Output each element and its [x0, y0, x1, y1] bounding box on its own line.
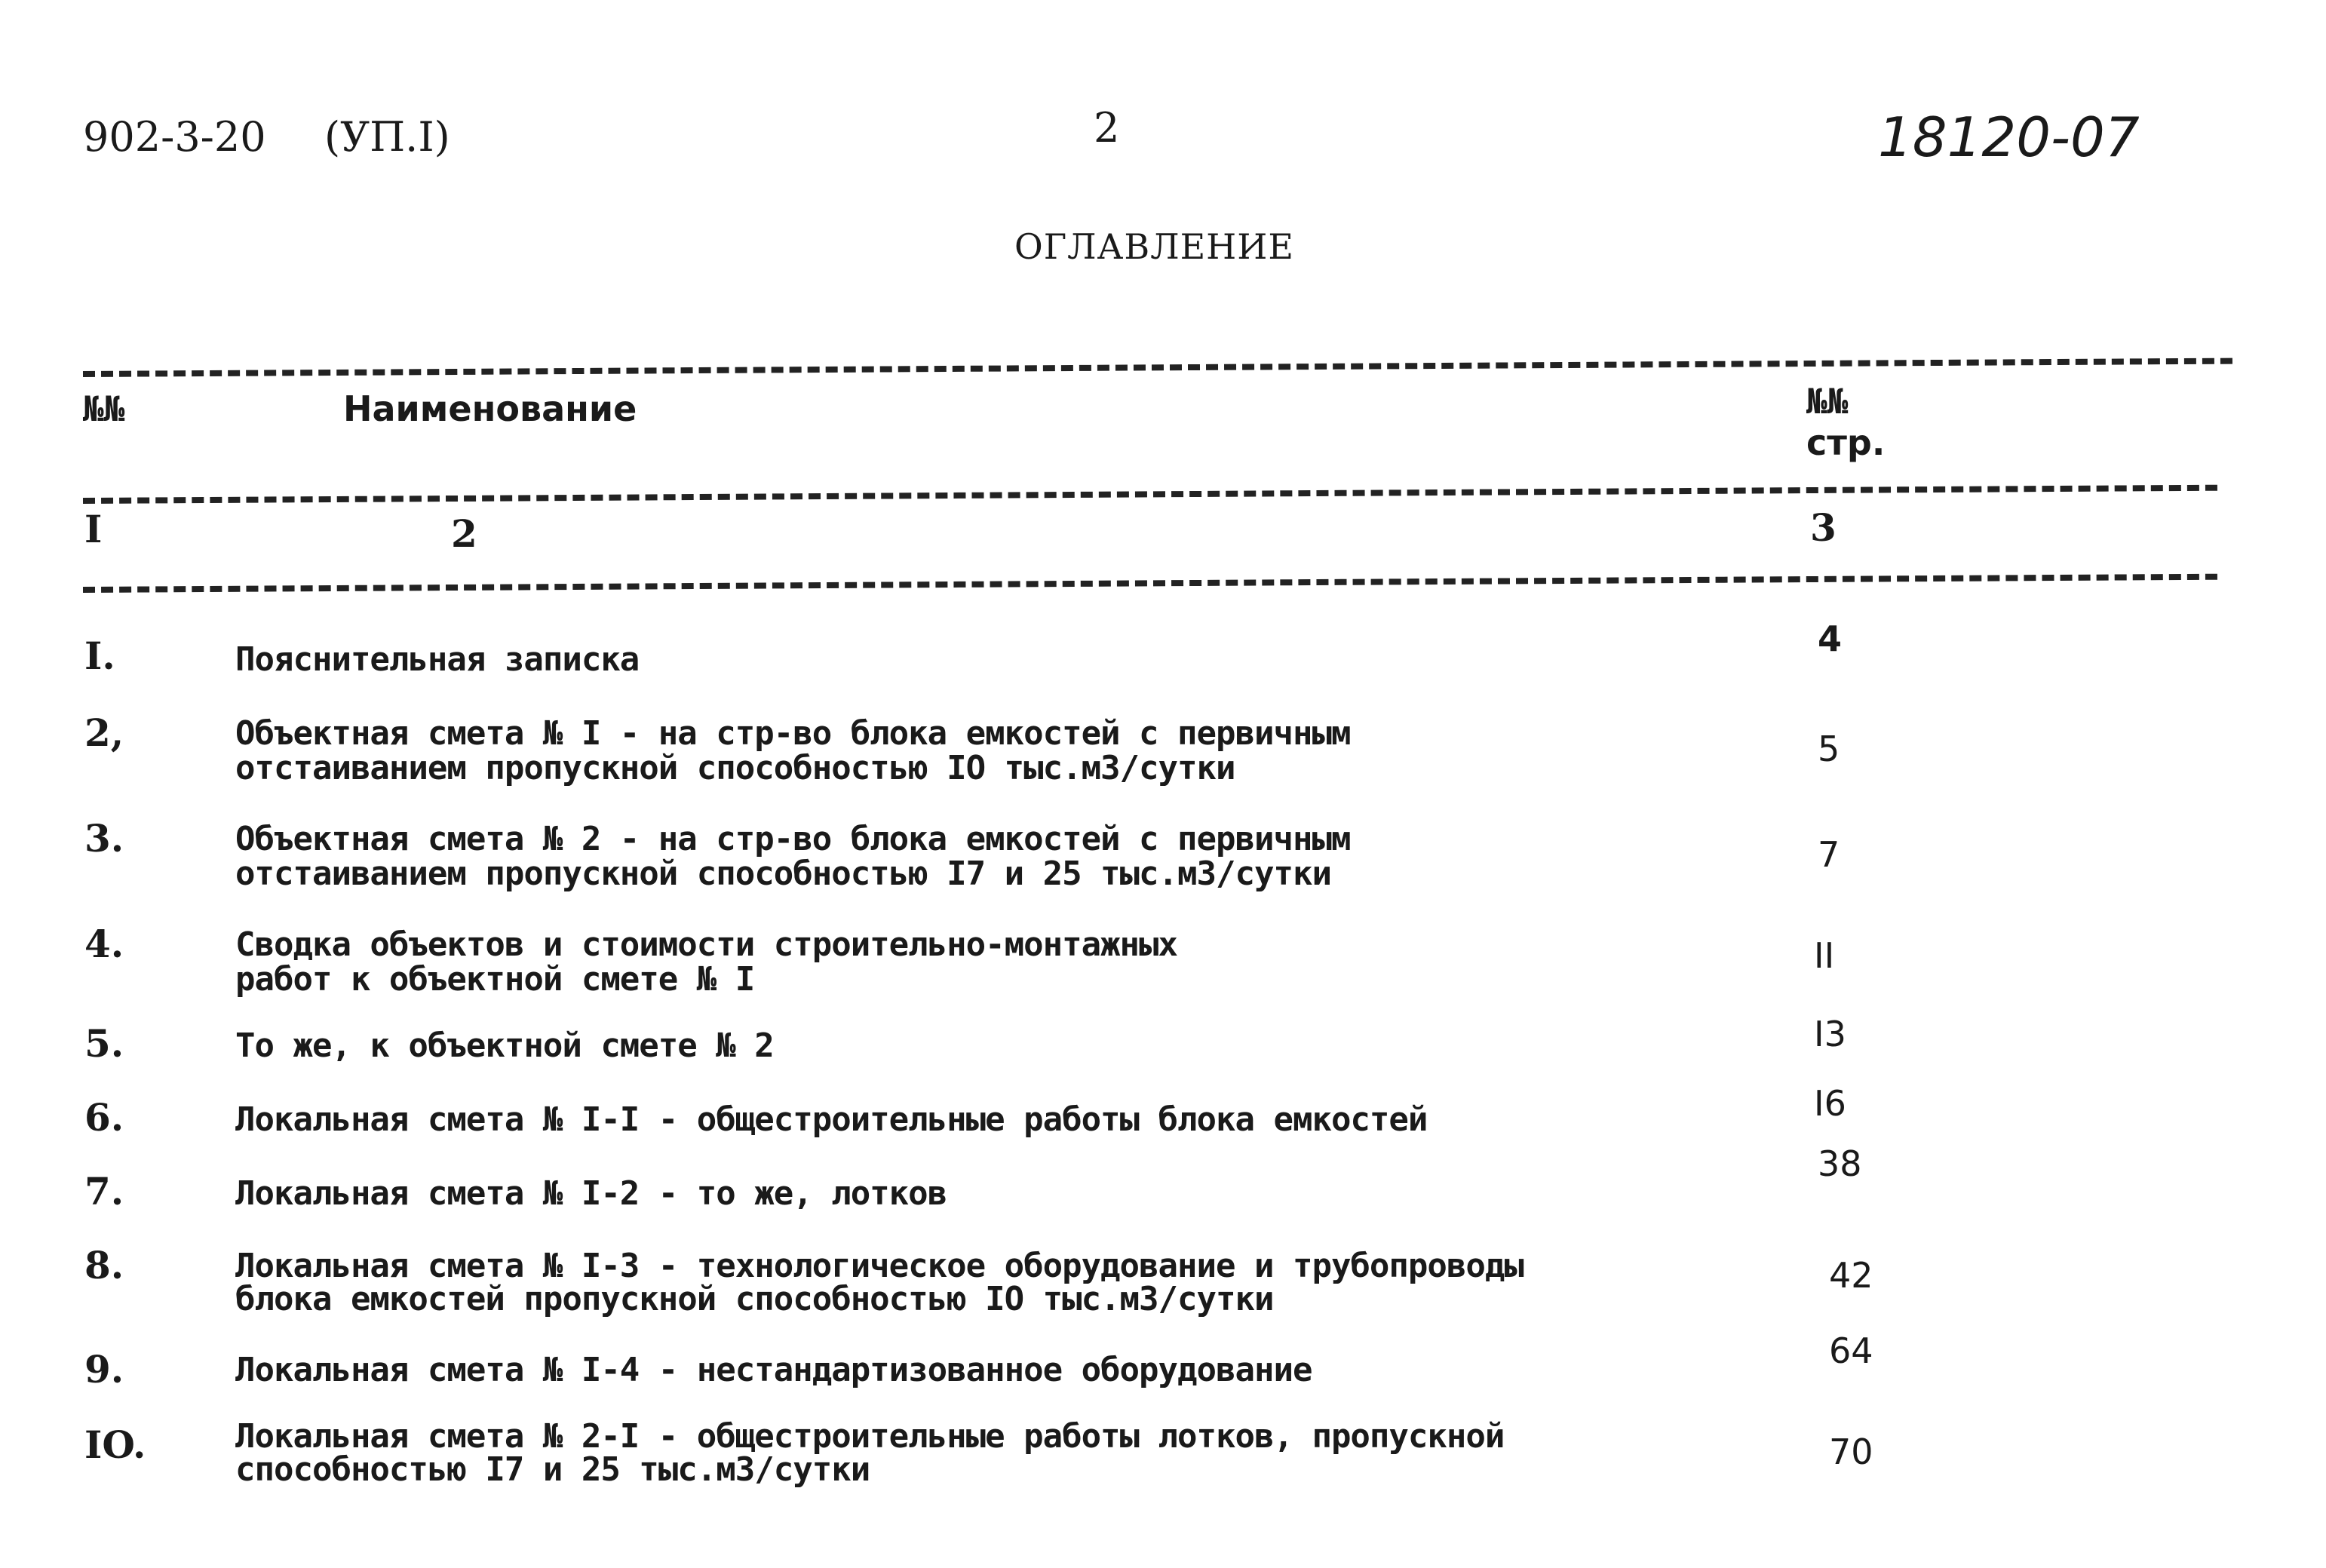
row-text-line: Локальная смета № I-3 - технологическое оборудование и трубопроводы: [235, 1247, 1524, 1285]
row-number: 3.: [84, 816, 124, 861]
row-page: 42: [1829, 1255, 1873, 1296]
row-number: 6.: [84, 1095, 124, 1140]
header-page-line1: №№: [1806, 381, 1849, 422]
row-number: I.: [84, 634, 115, 678]
row-text-line: Объектная смета № 2 - на стр-во блока емкостей с первичным: [235, 820, 1351, 858]
row-text-line: блока емкостей пропускной способностью IO тыс.м3/сутки: [235, 1280, 1274, 1318]
column-number-3: 3: [1810, 505, 1837, 550]
table-rule-header: [83, 485, 2217, 504]
row-number: 5.: [84, 1021, 124, 1066]
header-name: Наименование: [343, 388, 637, 429]
row-page: II: [1814, 935, 1835, 976]
table-rule-columns: [83, 574, 2217, 593]
row-number: 9.: [84, 1347, 124, 1392]
row-number: 2,: [84, 710, 124, 755]
header-number: №№: [83, 388, 125, 429]
row-number: IO.: [84, 1422, 146, 1467]
row-text-line: Локальная смета № I-4 - нестандартизованное оборудование: [235, 1351, 1312, 1389]
row-number: 8.: [84, 1243, 124, 1287]
row-text-line: Локальная смета № 2-I - общестроительные работы лотков, пропускной: [235, 1417, 1505, 1456]
table-rule-top: [83, 358, 2232, 377]
row-page: 5: [1818, 729, 1840, 769]
row-text-line: отстаиванием пропускной способностью IO тыс.м3/сутки: [235, 749, 1235, 787]
row-page: I3: [1814, 1014, 1846, 1054]
header-page-line2: стр.: [1806, 422, 1886, 463]
document-code: 902-3-20: [83, 113, 266, 161]
page-title: ОГЛАВЛЕНИЕ: [1014, 226, 1294, 267]
row-page: 7: [1818, 834, 1840, 875]
row-text-line: Локальная смета № I-2 - то же, лотков: [235, 1174, 947, 1213]
document-number: 18120-07: [1878, 106, 2140, 169]
row-text-line: работ к объектной смете № I: [235, 960, 755, 999]
row-text-line: Пояснительная записка: [235, 640, 640, 679]
row-text-line: способностью I7 и 25 тыс.м3/сутки: [235, 1450, 870, 1489]
row-page: I6: [1814, 1083, 1846, 1124]
row-text-line: Сводка объектов и стоимости строительно-монтажных: [235, 925, 1178, 964]
row-page: 38: [1818, 1143, 1862, 1184]
row-page: 4: [1818, 618, 1843, 659]
row-number: 7.: [84, 1169, 124, 1214]
row-text-line: отстаиванием пропускной способностью I7 и 25 тыс.м3/сутки: [235, 855, 1331, 893]
album-label: (УП.I): [324, 113, 450, 161]
row-number: 4.: [84, 922, 124, 966]
row-text-line: Локальная смета № I-I - общестроительные работы блока емкостей: [235, 1100, 1428, 1139]
column-number-2: 2: [451, 511, 477, 556]
row-page: 64: [1829, 1330, 1873, 1371]
row-text-line: Объектная смета № I - на стр-во блока емкостей с первичным: [235, 714, 1351, 753]
row-text-line: То же, к объектной смете № 2: [235, 1026, 774, 1065]
page-number: 2: [1094, 104, 1120, 152]
row-page: 70: [1829, 1431, 1873, 1472]
column-number-1: I: [84, 507, 103, 551]
